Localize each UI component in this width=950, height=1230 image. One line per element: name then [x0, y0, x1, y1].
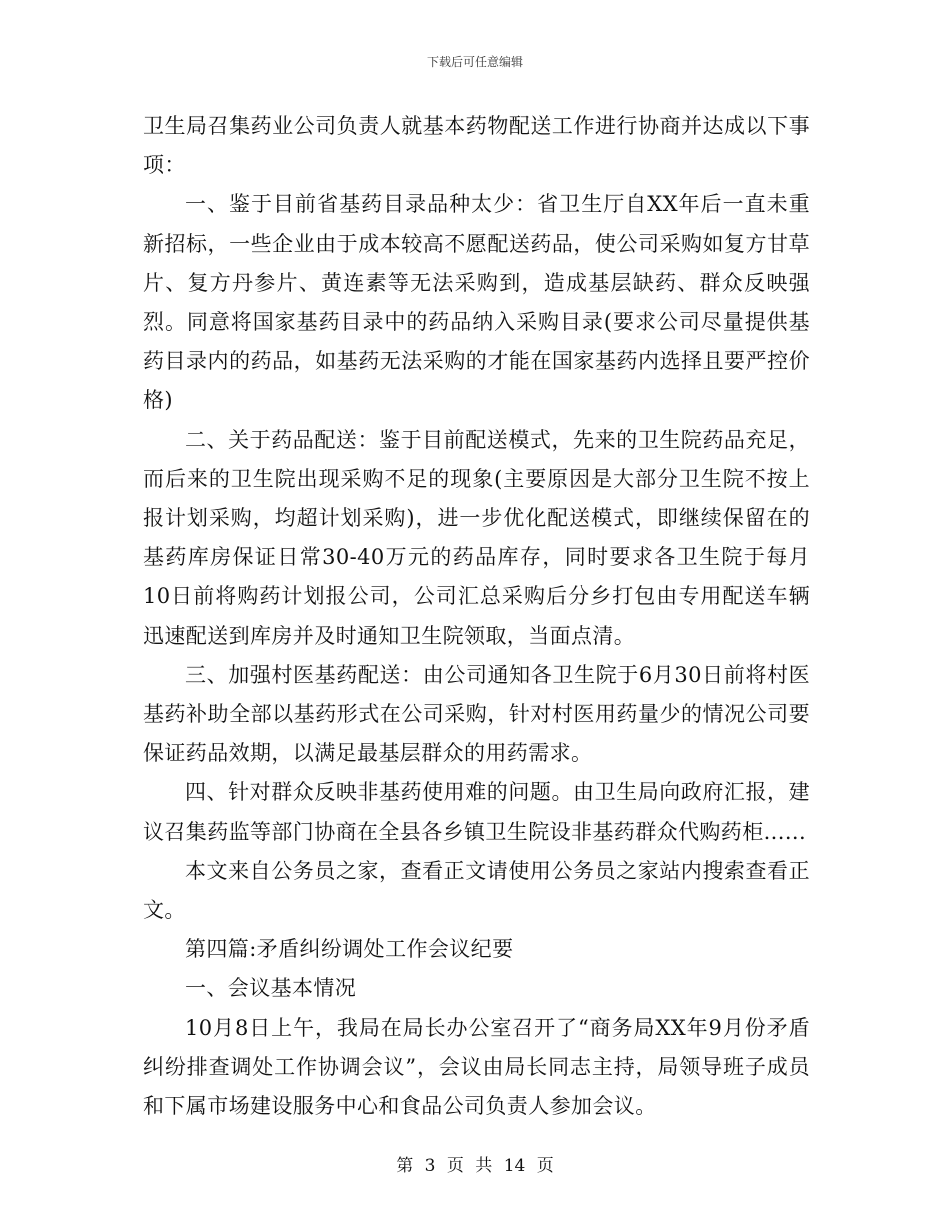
subsection-heading: 一、会议基本情况: [185, 976, 357, 1001]
section-heading: 第四篇:矛盾纠纷调处工作会议纪要: [185, 937, 514, 962]
paragraph-item-1: 一、鉴于目前省基药目录品种太少：省卫生厅自XX年后一直未重新招标，一些企业由于成本较高不愿配送药品，使公司采购如复方甘草片、复方丹参片、黄连素等无法采购到，造成基层缺药、群众反映强烈。同意将国家基药目录中的药品纳入采购目录(要求公司尽量提供基药目录内的药品，如基药无法采购的才能在国家基药内选择且要严控价格): [143, 192, 810, 413]
paragraph-source-note: 本文来自公务员之家，查看正文请使用公务员之家站内搜索查看正文。: [143, 858, 810, 923]
document-body: [143, 107, 810, 1126]
paragraph-meeting-info: 10月8日上午，我局在局长办公室召开了“商务局XX年9月份矛盾纠纷排查调处工作协调会议”，会议由局长同志主持，局领导班子成员和下属市场建设服务中心和食品公司负责人参加会议。: [143, 1015, 810, 1119]
paragraph-item-2: 二、关于药品配送：鉴于目前配送模式，先来的卫生院药品充足，而后来的卫生院出现采购不足的现象(主要原因是大部分卫生院不按上报计划采购，均超计划采购)，进一步优化配送模式，即继续保留在的基药库房保证日常30-40万元的药品库存，同时要求各卫生院于每月10日前将购药计划报公司，公司汇总采购后分乡打包由专用配送车辆迅速配送到库房并及时通知卫生院领取，当面点清。: [143, 427, 810, 648]
paragraph-intro: 卫生局召集药业公司负责人就基本药物配送工作进行协商并达成以下事项：: [143, 114, 810, 178]
paragraph-item-4: 四、针对群众反映非基药使用难的问题。由卫生局向政府汇报，建议召集药监等部门协商在全县各乡镇卫生院设非基药群众代购药柜......: [143, 780, 810, 844]
page-number: 第 3 页 共 14 页: [396, 1156, 554, 1176]
paragraph-item-3: 三、加强村医基药配送：由公司通知各卫生院于6月30日前将村医基药补助全部以基药形式在公司采购，针对村医用药量少的情况公司要保证药品效期，以满足最基层群众的用药需求。: [143, 662, 810, 766]
page-header: 下载后可任意编辑: [426, 55, 523, 69]
